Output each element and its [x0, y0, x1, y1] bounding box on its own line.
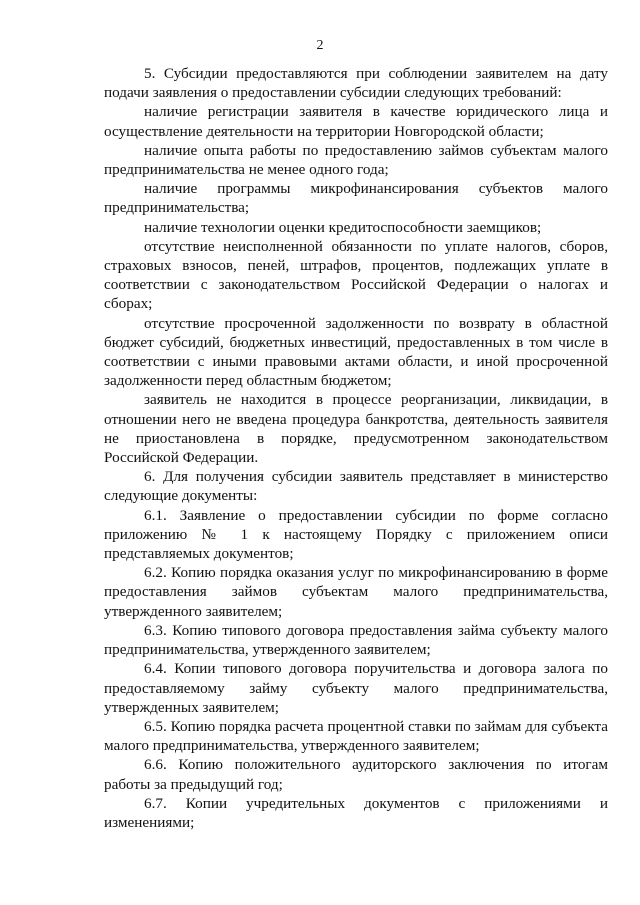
requirement-no-overdue-debt: отсутствие просроченной задолженности по возврату в областной бюджет субсидий, бюджетных инвестиций, предоставленных в том числе в соответствии с иными правовыми актами области, и иной просроченной задолженности перед областным бюджетом;: [104, 314, 608, 390]
requirement-credit-assessment: наличие технологии оценки кредитоспособности заемщиков;: [144, 218, 542, 236]
item-6-6: 6.6. Копию положительного аудиторского заключения по итогам работы за предыдущий год;: [104, 756, 608, 793]
paragraph-6: 6. Для получения субсидии заявитель представляет в министерство следующие документы:: [104, 468, 608, 505]
item-6-5: 6.5. Копию порядка расчета процентной ставки по займам для субъекта малого предпринимательства, утвержденного заявителем;: [104, 717, 608, 755]
document-body: [104, 64, 608, 832]
requirement-registration: наличие регистрации заявителя в качестве юридического лица и осуществление деятельности на территории Новгородской области;: [104, 103, 608, 140]
requirement-program: наличие программы микрофинансирования субъектов малого предпринимательства;: [104, 180, 608, 217]
requirement-experience: наличие опыта работы по предоставлению займов субъектам малого предпринимательства не менее одного года;: [104, 141, 608, 179]
item-6-7: 6.7. Копии учредительных документов с приложениями и изменениями;: [104, 794, 608, 831]
item-6-3: 6.3. Копию типового договора предоставления займа субъекту малого предпринимательства, утвержденного заявителем;: [104, 621, 608, 659]
page-number: 2: [316, 38, 324, 53]
item-6-2: 6.2. Копию порядка оказания услуг по микрофинансированию в форме предоставления займов субъектам малого предпринимательства, утвержденного заявителем;: [104, 564, 608, 620]
item-6-1: 6.1. Заявление о предоставлении субсидии по форме согласно приложению № 1 к настоящему Порядку с приложением описи представляемых документов;: [104, 506, 608, 563]
requirement-no-reorganization: заявитель не находится в процессе реорганизации, ликвидации, в отношении него не введена процедура банкротства, деятельность заявителя не приостановлена в порядке, предусмотренном законодательством Российской Федерации.: [104, 391, 608, 467]
paragraph-5: 5. Субсидии предоставляются при соблюдении заявителем на дату подачи заявления о предоставлении субсидии следующих требований:: [104, 65, 608, 102]
requirement-no-tax-debt: отсутствие неисполненной обязанности по уплате налогов, сборов, страховых взносов, пеней, штрафов, процентов, подлежащих уплате в соответствии с законодательством Российской Федерации о налогах и сборах;: [104, 237, 608, 313]
item-6-4: 6.4. Копии типового договора поручительства и договора залога по предоставляемому займу субъекту малого предпринимательства, утвержденных заявителем;: [104, 660, 608, 716]
